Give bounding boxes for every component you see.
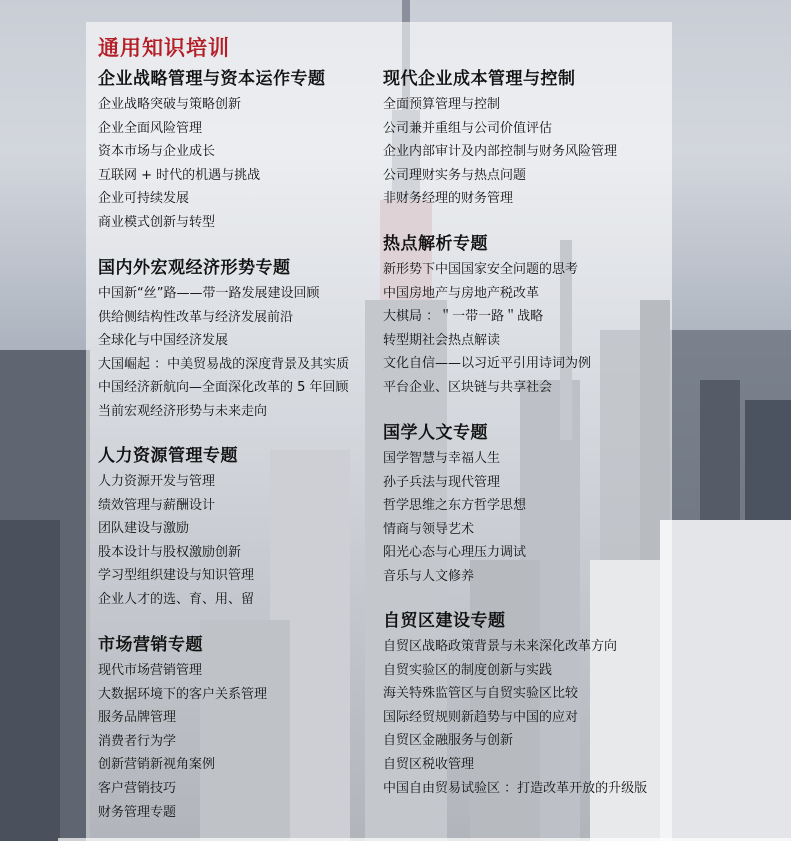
list-item: 海关特殊监管区与自贸实验区比较 [383,686,579,702]
section-human-resources [98,446,388,612]
list-item: 大数据环境下的客户关系管理 [98,686,268,702]
list-item: 平台企业、区块链与共享社会 [383,379,553,395]
list-item: 中国经济新航向—全面深化改革的 5 年回顾 [98,380,349,396]
list-item: 国学智慧与幸福人生 [383,451,501,466]
section-macro-economy [98,258,388,424]
list-item: 学习型组织建设与知识管理 [98,568,255,584]
list-item: 阳光心态与心理压力调试 [383,545,527,561]
list-item: 中国新“丝”路——带一路发展建设回顾 [98,286,320,301]
section-corporate-strategy [98,69,388,235]
section-title: 市场营销专题 [98,635,203,655]
section-marketing [98,635,388,824]
list-item: 非财务经理的财务管理 [383,191,514,207]
list-item: 客户营销技巧 [98,780,177,796]
list-item: 全球化与中国经济发展 [98,333,229,349]
section-title: 人力资源管理专题 [98,446,238,466]
section-title: 企业战略管理与资本运作专题 [98,69,326,89]
list-item: 创新营销新视角案例 [98,757,216,773]
section-title: 国学人文专题 [383,423,488,443]
section-hot-topics [383,234,673,400]
list-item: 公司兼并重组与公司价值评估 [383,120,553,136]
list-item: 绩效管理与薪酬设计 [98,497,216,513]
section-cost-management [383,69,673,211]
list-item: 大棋局 ：＂一带一路＂战略 [383,309,544,325]
list-item: 企业人才的选、育、用、留 [98,591,255,607]
list-item: 孙子兵法与现代管理 [383,474,501,490]
list-item: 自贸区金融服务与创新 [383,733,514,749]
list-item: 全面预算管理与控制 [383,97,501,112]
list-item: 人力资源开发与管理 [98,474,216,489]
list-item: 国际经贸规则新趋势与中国的应对 [383,709,579,725]
list-item: 自贸实验区的制度创新与实践 [383,662,553,678]
list-item: 互联网 + 时代的机遇与挑战 [98,167,261,183]
list-item: 资本市场与企业成长 [98,144,216,160]
section-chinese-studies [383,423,673,589]
list-item: 现代市场营销管理 [98,663,203,678]
list-item: 自贸区战略政策背景与未来深化改革方向 [383,639,618,654]
list-item: 企业战略突破与策略创新 [98,97,242,112]
list-item: 企业可持续发展 [98,191,190,207]
list-item: 中国自由贸易试验区 ：打造改革开放的升级版 [383,780,648,796]
list-item: 企业内部审计及内部控制与财务风险管理 [383,144,618,160]
list-item: 音乐与人文修养 [383,568,475,584]
list-item: 自贸区税收管理 [383,756,475,772]
list-item: 团队建设与激励 [98,521,190,537]
list-item: 大国崛起 ：中美贸易战的深度背景及其实质 [98,356,350,372]
list-item: 哲学思维之东方哲学思想 [383,498,527,514]
list-item: 股本设计与股权激励创新 [98,544,242,560]
section-title: 现代企业成本管理与控制 [383,69,576,89]
list-item: 消费者行为学 [98,733,177,749]
list-item: 情商与领导艺术 [383,521,475,537]
list-item: 中国房地产与房地产税改革 [383,285,540,301]
list-item: 转型期社会热点解读 [383,332,501,348]
section-title: 热点解析专题 [383,234,488,254]
list-item: 企业全面风险管理 [98,120,203,136]
section-title: 自贸区建设专题 [383,611,506,631]
section-title: 国内外宏观经济形势专题 [98,258,291,278]
list-item: 新形势下中国国家安全问题的思考 [383,262,579,277]
section-free-trade-zone [383,611,673,800]
list-item: 当前宏观经济形势与未来走向 [98,403,268,419]
list-item: 服务品牌管理 [98,710,177,726]
list-item: 文化自信——以习近平引用诗词为例 [383,356,592,372]
list-item: 公司理财实务与热点问题 [383,167,527,183]
list-item: 财务管理专题 [98,804,177,820]
list-item: 供给侧结构性改革与经济发展前沿 [98,309,294,325]
list-item: 商业模式创新与转型 [98,214,216,230]
page-title: 通用知识培训 [98,36,230,60]
